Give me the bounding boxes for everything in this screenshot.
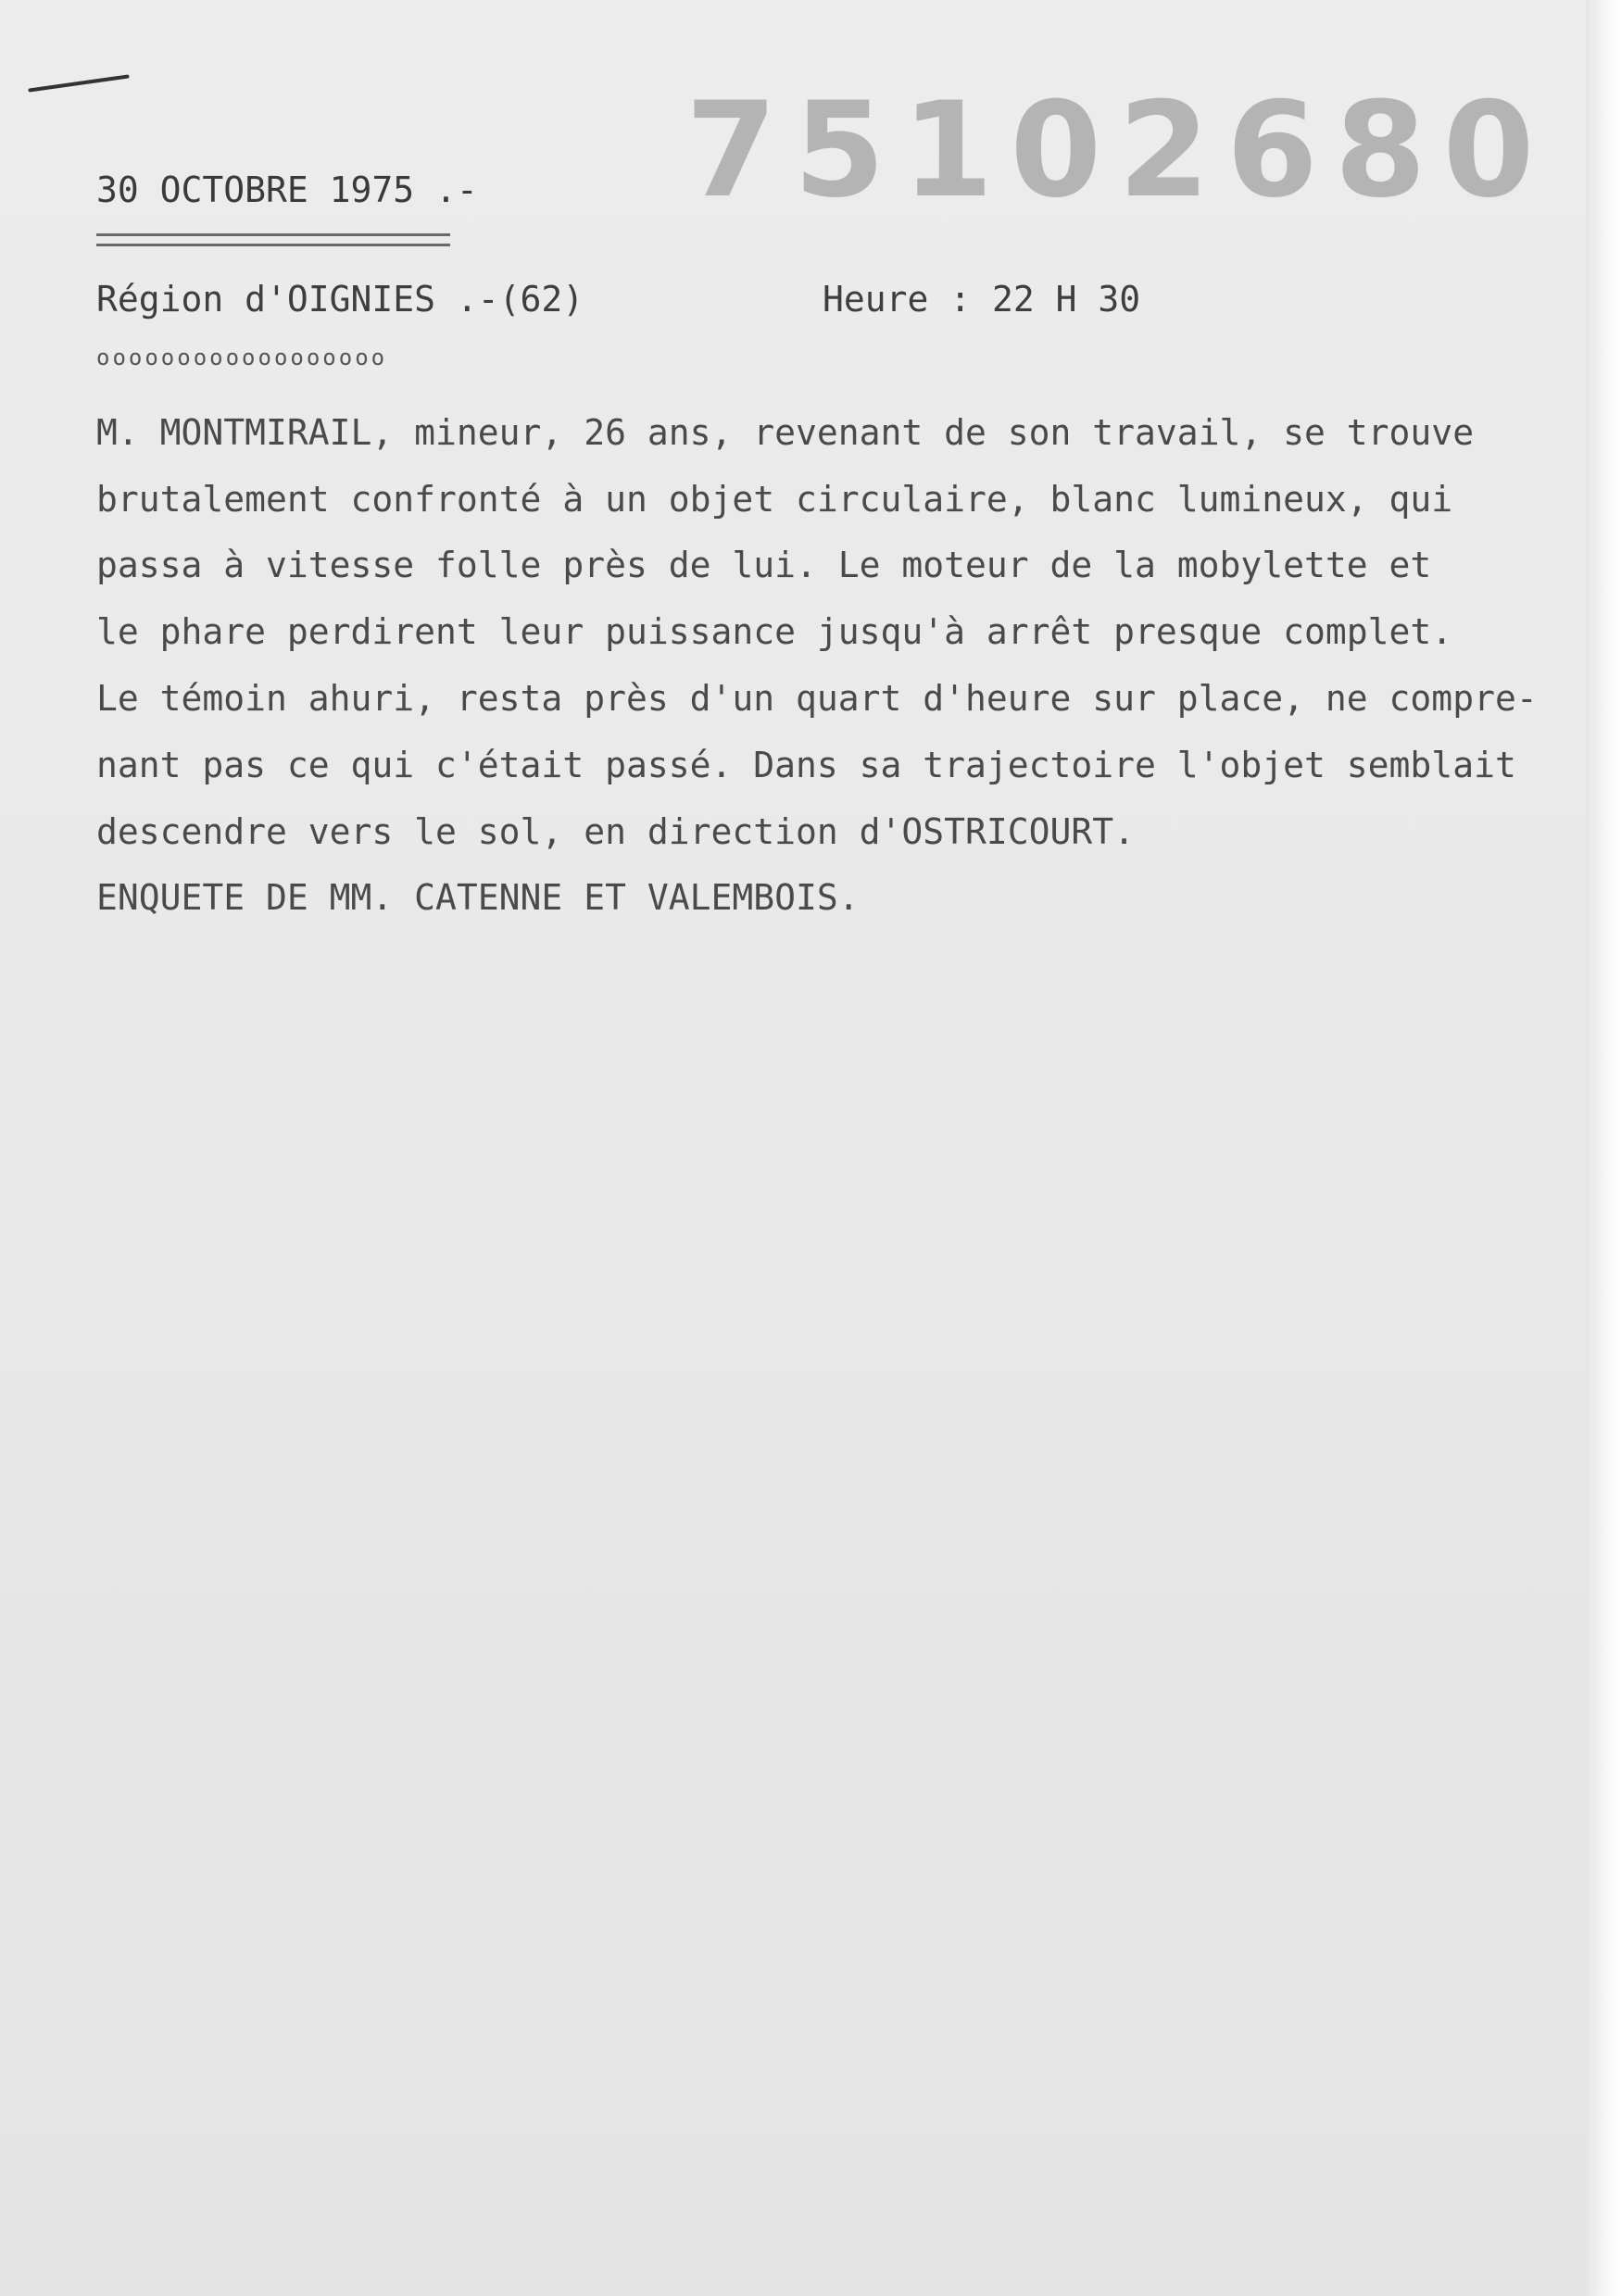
body-line: descendre vers le sol, en direction d'OSTRICOURT. [96, 811, 1136, 852]
page-edge [1586, 0, 1621, 2296]
report-date: 30 OCTOBRE 1975 .- [96, 169, 478, 210]
separator-dots: oooooooooooooooooo [96, 345, 388, 370]
date-underline [96, 233, 450, 246]
reference-number: 75102680 [685, 74, 1552, 227]
body-line: nant pas ce qui c'était passé. Dans sa trajectoire l'objet semblait [96, 745, 1516, 785]
investigation-line: ENQUETE DE MM. CATENNE ET VALEMBOIS. [96, 877, 860, 918]
body-line: le phare perdirent leur puissance jusqu'à arrêt presque complet. [96, 611, 1453, 652]
body-line: M. MONTMIRAIL, mineur, 26 ans, revenant de son travail, se trouve [96, 412, 1475, 453]
body-line: brutalement confronté à un objet circulaire, blanc lumineux, qui [96, 479, 1453, 520]
time-label: Heure : 22 H 30 [823, 279, 1141, 320]
body-line: passa à vitesse folle près de lui. Le moteur de la mobylette et [96, 545, 1432, 585]
pen-mark [28, 74, 129, 92]
body-line: Le témoin ahuri, resta près d'un quart d'heure sur place, ne compre- [96, 678, 1538, 719]
region-label: Région d'OIGNIES .-(62) [96, 279, 584, 320]
